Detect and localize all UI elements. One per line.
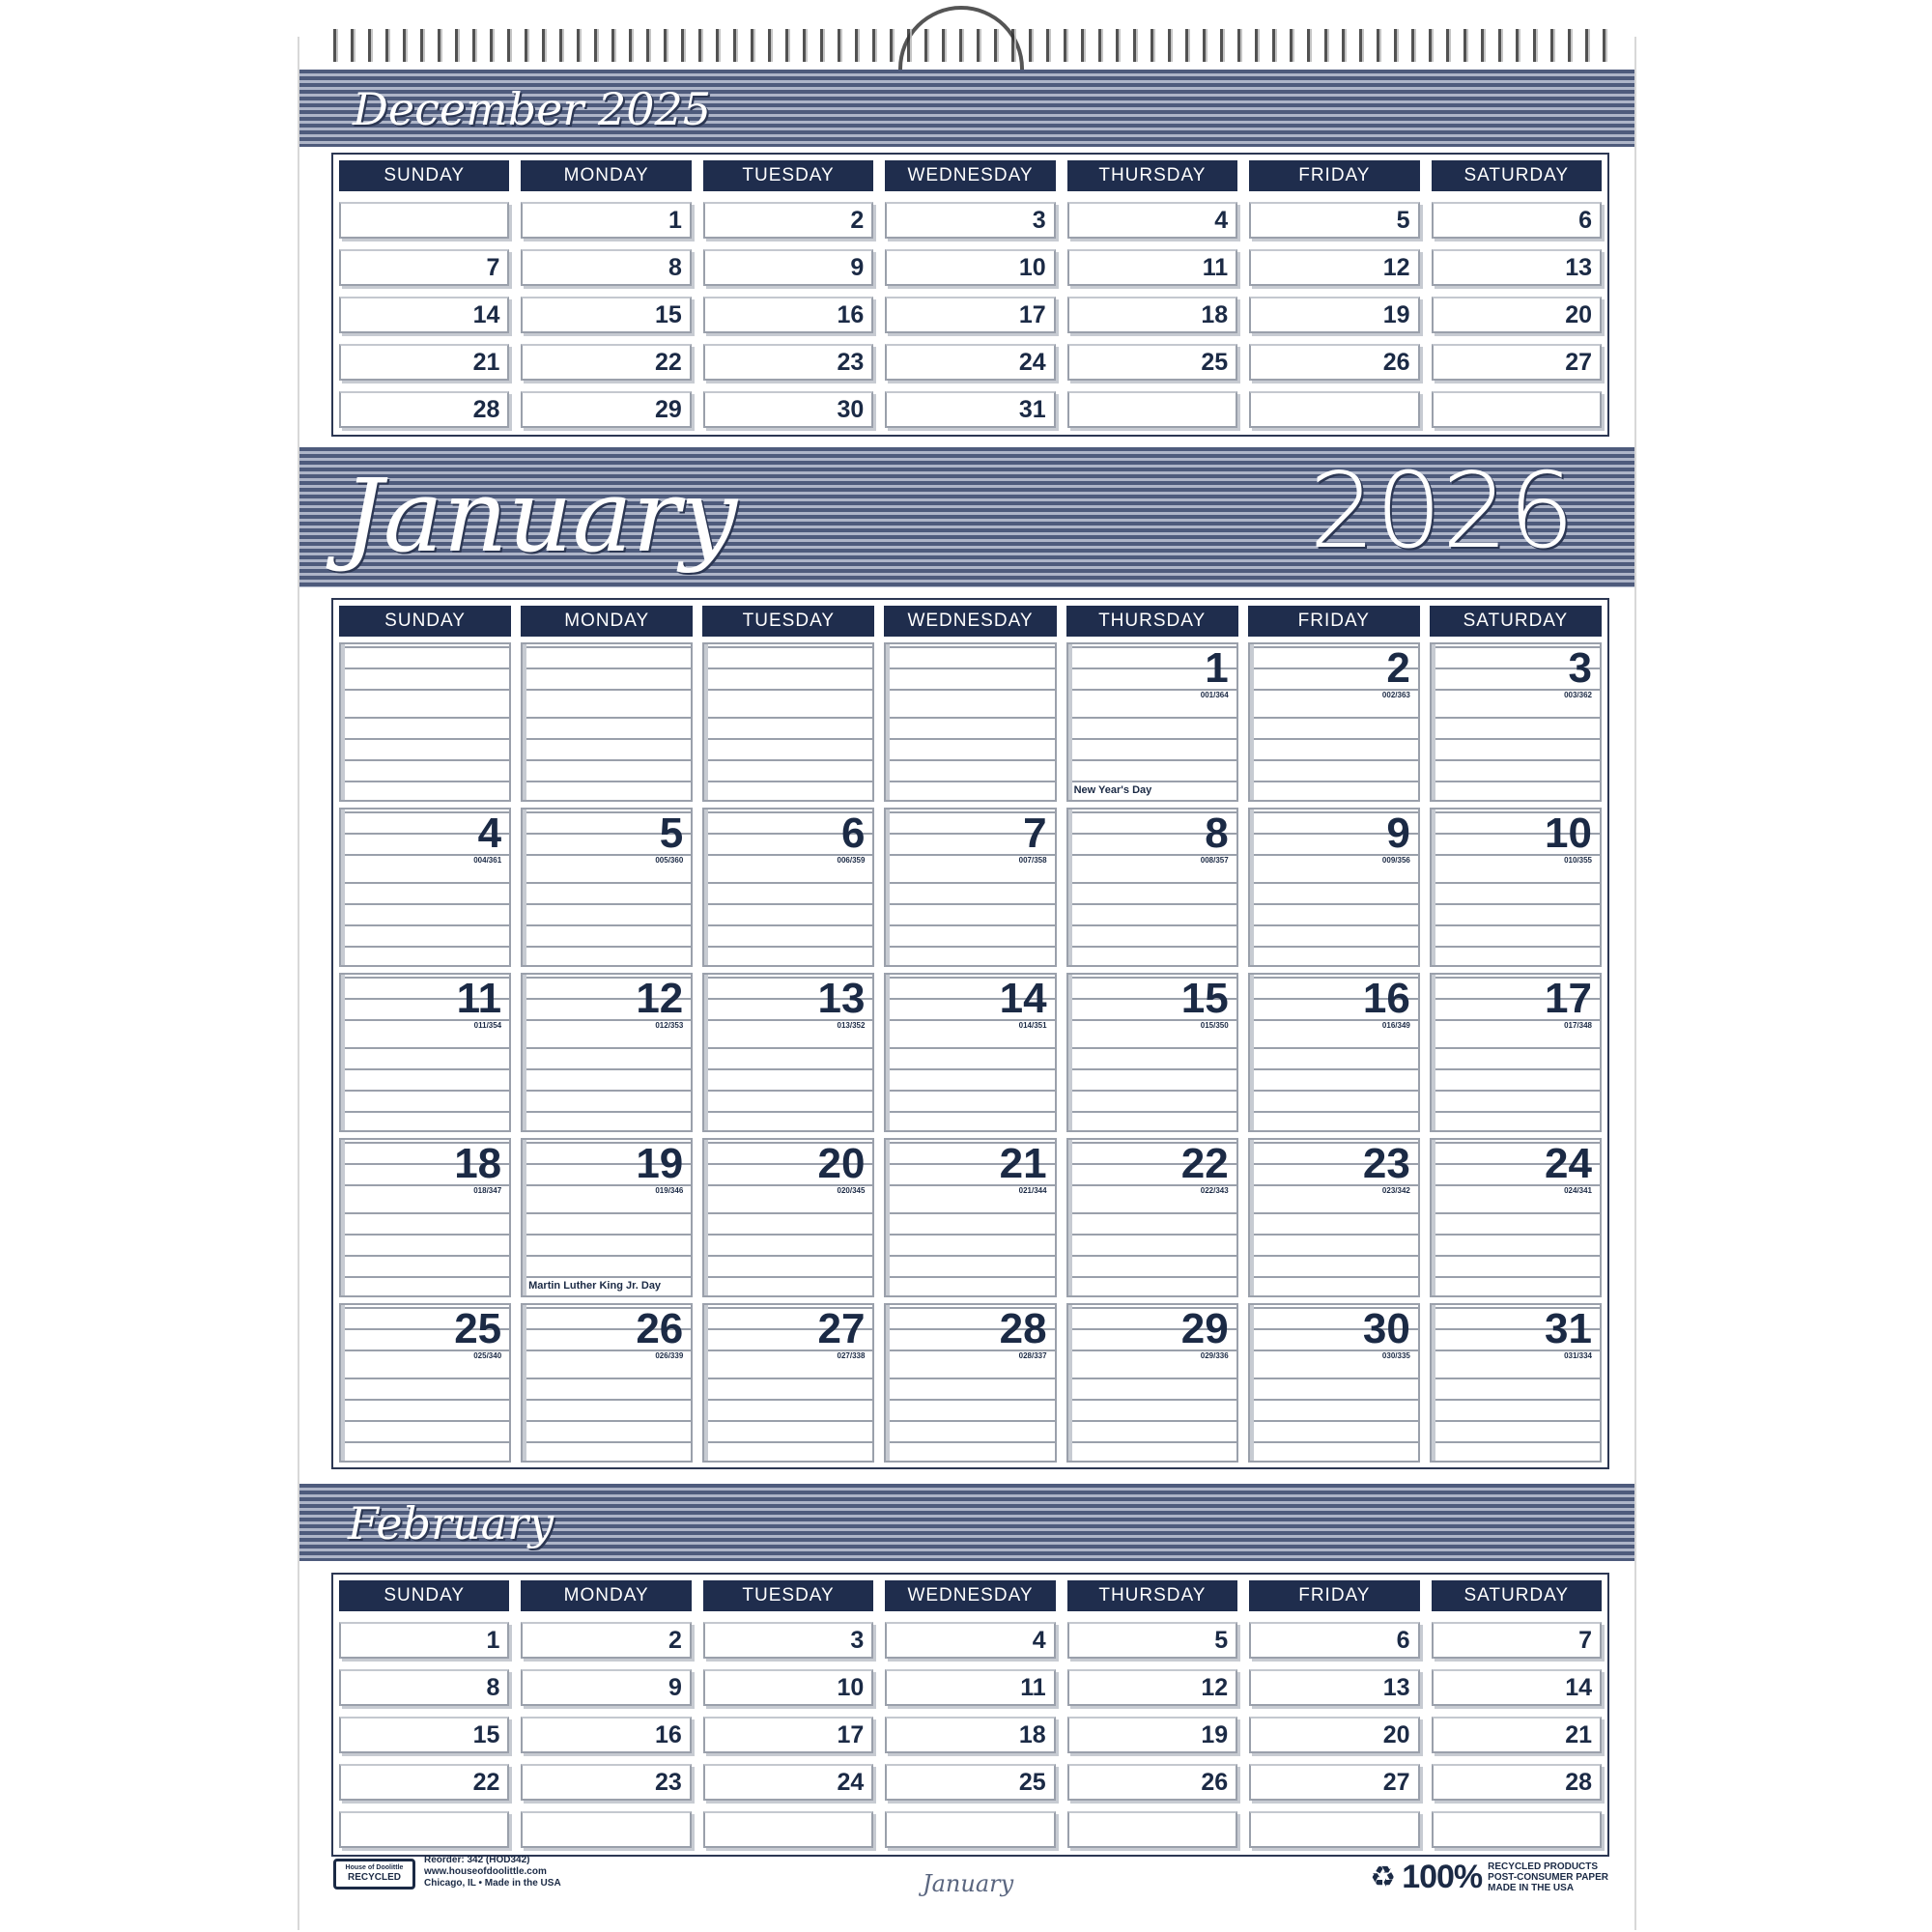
logo-brand-text: House of Doolittle xyxy=(345,1864,404,1871)
day-cell[interactable] xyxy=(702,808,874,967)
day-cell[interactable] xyxy=(702,1303,874,1463)
day-number: 27 xyxy=(817,1305,866,1352)
spiral-binding xyxy=(333,29,1608,62)
day-cell: 26 xyxy=(1067,1764,1237,1801)
day-cell: 6 xyxy=(1432,202,1602,239)
day-number: 30 xyxy=(1362,1305,1410,1352)
current-month-day-headers xyxy=(339,606,1602,637)
holiday-label: New Year's Day xyxy=(1074,784,1156,796)
day-cell: 23 xyxy=(521,1764,691,1801)
current-month-grid xyxy=(331,598,1609,1469)
day-header: THURSDAY xyxy=(1067,160,1237,191)
day-number: 23 xyxy=(1362,1140,1410,1187)
prev-month-days xyxy=(339,191,1602,428)
day-of-year: 029/336 xyxy=(1200,1351,1229,1360)
day-cell: 28 xyxy=(339,391,509,428)
day-header: MONDAY xyxy=(521,160,691,191)
location-text: Chicago, IL • Made in the USA xyxy=(424,1878,561,1889)
day-cell[interactable] xyxy=(1248,642,1420,802)
day-cell: 12 xyxy=(1249,249,1419,286)
day-cell: 19 xyxy=(1067,1717,1237,1753)
day-header: SUNDAY xyxy=(339,160,509,191)
day-cell[interactable] xyxy=(884,808,1056,967)
day-cell xyxy=(1432,391,1602,428)
day-cell[interactable] xyxy=(521,973,693,1132)
day-cell xyxy=(1249,1811,1419,1848)
day-cell xyxy=(521,1811,691,1848)
day-cell[interactable] xyxy=(1430,1138,1602,1297)
day-cell: 5 xyxy=(1249,202,1419,239)
logo-recycled-text: RECYCLED xyxy=(347,1872,401,1883)
day-cell: 1 xyxy=(339,1622,509,1659)
current-month-days xyxy=(339,637,1602,1463)
day-of-year: 026/339 xyxy=(655,1351,684,1360)
day-cell[interactable] xyxy=(339,973,511,1132)
day-cell xyxy=(1067,1811,1237,1848)
day-of-year: 024/341 xyxy=(1564,1186,1592,1195)
day-cell: 3 xyxy=(885,202,1055,239)
day-header: TUESDAY xyxy=(702,606,874,637)
day-cell: 19 xyxy=(1249,297,1419,333)
day-cell: 28 xyxy=(1432,1764,1602,1801)
day-cell: 24 xyxy=(885,344,1055,381)
day-cell[interactable] xyxy=(1248,808,1420,967)
day-number: 21 xyxy=(999,1140,1047,1187)
day-header: FRIDAY xyxy=(1249,160,1419,191)
day-cell: 14 xyxy=(339,297,509,333)
footer-month: January xyxy=(923,1870,1014,1897)
day-number: 17 xyxy=(1545,975,1592,1022)
day-number: 19 xyxy=(636,1140,684,1187)
day-number: 29 xyxy=(1180,1305,1229,1352)
day-cell[interactable] xyxy=(339,1303,511,1463)
day-number: 1 xyxy=(1205,644,1229,692)
day-cell: 9 xyxy=(521,1669,691,1706)
day-cell[interactable] xyxy=(521,1138,693,1297)
day-number: 24 xyxy=(1545,1140,1592,1187)
day-number: 12 xyxy=(636,975,684,1022)
day-header: SATURDAY xyxy=(1432,1580,1602,1611)
day-cell xyxy=(703,1811,873,1848)
day-number: 2 xyxy=(1386,644,1410,692)
day-cell: 11 xyxy=(885,1669,1055,1706)
website-text: www.houseofdoolittle.com xyxy=(424,1866,547,1877)
day-cell[interactable] xyxy=(1066,973,1238,1132)
day-of-year: 023/342 xyxy=(1381,1186,1410,1195)
day-cell: 8 xyxy=(339,1669,509,1706)
day-cell[interactable] xyxy=(884,973,1056,1132)
day-cell[interactable] xyxy=(1248,973,1420,1132)
prev-month-title: December 2025 xyxy=(353,83,712,135)
day-cell xyxy=(339,1811,509,1848)
day-number: 25 xyxy=(454,1305,502,1352)
day-of-year: 008/357 xyxy=(1200,856,1229,865)
day-header: SUNDAY xyxy=(339,606,511,637)
day-of-year: 005/360 xyxy=(655,856,684,865)
day-cell xyxy=(1249,391,1419,428)
day-header: MONDAY xyxy=(521,606,693,637)
day-number: 10 xyxy=(1545,810,1592,857)
recycled-line: RECYCLED PRODUCTS xyxy=(1488,1861,1599,1872)
day-cell: 12 xyxy=(1067,1669,1237,1706)
day-cell xyxy=(1067,391,1237,428)
day-cell: 26 xyxy=(1249,344,1419,381)
day-cell: 18 xyxy=(1067,297,1237,333)
next-month-day-headers xyxy=(339,1580,1602,1611)
day-number: 3 xyxy=(1568,644,1592,692)
day-cell[interactable] xyxy=(1248,1138,1420,1297)
recycled-line: MADE IN THE USA xyxy=(1488,1883,1575,1893)
day-number: 31 xyxy=(1545,1305,1592,1352)
next-month-grid xyxy=(331,1573,1609,1857)
day-of-year: 013/352 xyxy=(837,1021,866,1030)
recycle-icon: ♻ xyxy=(1370,1861,1397,1893)
day-cell[interactable] xyxy=(1066,808,1238,967)
day-header: FRIDAY xyxy=(1248,606,1420,637)
day-of-year: 010/355 xyxy=(1564,856,1592,865)
day-number: 11 xyxy=(456,975,502,1022)
day-header: SATURDAY xyxy=(1430,606,1602,637)
recycled-text xyxy=(1488,1861,1608,1893)
day-cell: 27 xyxy=(1249,1764,1419,1801)
day-of-year: 020/345 xyxy=(837,1186,866,1195)
day-header: FRIDAY xyxy=(1249,1580,1419,1611)
prev-month-band xyxy=(299,70,1634,147)
day-of-year: 014/351 xyxy=(1018,1021,1047,1030)
day-of-year: 031/334 xyxy=(1564,1351,1592,1360)
day-cell: 1 xyxy=(521,202,691,239)
day-of-year: 015/350 xyxy=(1200,1021,1229,1030)
calendar-footer xyxy=(333,1855,1608,1898)
day-of-year: 006/359 xyxy=(837,856,866,865)
day-cell[interactable] xyxy=(702,1138,874,1297)
day-cell: 2 xyxy=(521,1622,691,1659)
current-month-name: January xyxy=(343,457,738,575)
day-cell: 20 xyxy=(1432,297,1602,333)
day-of-year: 004/361 xyxy=(473,856,502,865)
day-cell[interactable] xyxy=(521,1303,693,1463)
day-header: TUESDAY xyxy=(703,1580,873,1611)
day-of-year: 028/337 xyxy=(1018,1351,1047,1360)
day-number: 26 xyxy=(636,1305,684,1352)
day-cell[interactable] xyxy=(884,1138,1056,1297)
day-header: THURSDAY xyxy=(1067,1580,1237,1611)
day-cell: 2 xyxy=(703,202,873,239)
day-of-year: 027/338 xyxy=(837,1351,866,1360)
day-cell xyxy=(885,1811,1055,1848)
day-of-year: 012/353 xyxy=(655,1021,684,1030)
day-number: 5 xyxy=(659,810,684,857)
day-cell: 9 xyxy=(703,249,873,286)
day-header: SATURDAY xyxy=(1432,160,1602,191)
current-month-year: 2026 xyxy=(1309,451,1575,572)
day-cell: 23 xyxy=(703,344,873,381)
day-header: WEDNESDAY xyxy=(885,1580,1055,1611)
day-cell: 30 xyxy=(703,391,873,428)
day-number: 8 xyxy=(1205,810,1229,857)
day-header: WEDNESDAY xyxy=(884,606,1056,637)
day-cell: 13 xyxy=(1432,249,1602,286)
next-month-title: February xyxy=(348,1497,554,1549)
day-of-year: 018/347 xyxy=(473,1186,502,1195)
day-cell: 5 xyxy=(1067,1622,1237,1659)
day-cell[interactable] xyxy=(1430,642,1602,802)
day-of-year: 022/343 xyxy=(1200,1186,1229,1195)
day-cell: 4 xyxy=(1067,202,1237,239)
day-number: 20 xyxy=(817,1140,866,1187)
day-cell[interactable] xyxy=(1066,1303,1238,1463)
day-cell xyxy=(339,202,509,239)
day-cell[interactable] xyxy=(339,642,511,802)
day-cell: 21 xyxy=(339,344,509,381)
day-cell[interactable] xyxy=(702,973,874,1132)
day-cell[interactable] xyxy=(1248,1303,1420,1463)
prev-month-day-headers xyxy=(339,160,1602,191)
day-number: 18 xyxy=(454,1140,502,1187)
day-cell: 3 xyxy=(703,1622,873,1659)
day-number: 9 xyxy=(1386,810,1410,857)
day-number: 16 xyxy=(1362,975,1410,1022)
day-of-year: 025/340 xyxy=(473,1351,502,1360)
next-month-days xyxy=(339,1611,1602,1848)
day-number: 4 xyxy=(477,810,502,857)
recycled-percent: 100% xyxy=(1402,1859,1483,1895)
day-cell: 31 xyxy=(885,391,1055,428)
day-number: 22 xyxy=(1180,1140,1229,1187)
day-cell[interactable] xyxy=(1430,1303,1602,1463)
day-of-year: 007/358 xyxy=(1018,856,1047,865)
day-of-year: 019/346 xyxy=(655,1186,684,1195)
day-cell: 21 xyxy=(1432,1717,1602,1753)
day-header: THURSDAY xyxy=(1066,606,1238,637)
day-cell: 11 xyxy=(1067,249,1237,286)
day-of-year: 002/363 xyxy=(1381,691,1410,699)
day-header: TUESDAY xyxy=(703,160,873,191)
day-of-year: 003/362 xyxy=(1564,691,1592,699)
day-cell[interactable] xyxy=(1430,973,1602,1132)
day-cell: 6 xyxy=(1249,1622,1419,1659)
day-number: 28 xyxy=(999,1305,1047,1352)
day-cell[interactable] xyxy=(884,642,1056,802)
day-cell: 18 xyxy=(885,1717,1055,1753)
day-of-year: 017/348 xyxy=(1564,1021,1592,1030)
day-cell: 20 xyxy=(1249,1717,1419,1753)
day-cell[interactable] xyxy=(1066,1138,1238,1297)
day-cell[interactable] xyxy=(884,1303,1056,1463)
day-cell: 14 xyxy=(1432,1669,1602,1706)
day-number: 7 xyxy=(1023,810,1047,857)
day-of-year: 016/349 xyxy=(1381,1021,1410,1030)
day-cell[interactable] xyxy=(1430,808,1602,967)
holiday-label: Martin Luther King Jr. Day xyxy=(528,1280,665,1292)
day-number: 15 xyxy=(1180,975,1229,1022)
day-header: SUNDAY xyxy=(339,1580,509,1611)
day-cell xyxy=(1432,1811,1602,1848)
day-header: MONDAY xyxy=(521,1580,691,1611)
day-cell[interactable] xyxy=(339,1138,511,1297)
recycled-badge xyxy=(1370,1859,1608,1896)
day-cell[interactable] xyxy=(339,808,511,967)
current-month-band xyxy=(299,447,1634,587)
day-cell: 10 xyxy=(885,249,1055,286)
day-cell: 24 xyxy=(703,1764,873,1801)
day-number: 6 xyxy=(840,810,866,857)
day-cell: 17 xyxy=(703,1717,873,1753)
day-cell: 17 xyxy=(885,297,1055,333)
day-of-year: 021/344 xyxy=(1018,1186,1047,1195)
day-of-year: 030/335 xyxy=(1381,1351,1410,1360)
day-number: 13 xyxy=(817,975,866,1022)
day-cell[interactable] xyxy=(521,642,693,802)
day-cell: 15 xyxy=(521,297,691,333)
day-number: 14 xyxy=(999,975,1047,1022)
day-cell: 22 xyxy=(339,1764,509,1801)
day-header: WEDNESDAY xyxy=(885,160,1055,191)
prev-month-grid xyxy=(331,153,1609,437)
day-cell: 25 xyxy=(885,1764,1055,1801)
day-cell: 16 xyxy=(703,297,873,333)
day-cell: 13 xyxy=(1249,1669,1419,1706)
day-cell: 8 xyxy=(521,249,691,286)
day-cell[interactable] xyxy=(521,808,693,967)
day-cell: 4 xyxy=(885,1622,1055,1659)
day-cell: 16 xyxy=(521,1717,691,1753)
day-cell: 27 xyxy=(1432,344,1602,381)
day-of-year: 009/356 xyxy=(1381,856,1410,865)
reorder-info xyxy=(424,1855,561,1889)
reorder-number: Reorder: 342 (HOD342) xyxy=(424,1855,530,1865)
day-cell: 7 xyxy=(1432,1622,1602,1659)
day-cell[interactable] xyxy=(702,642,874,802)
day-cell[interactable] xyxy=(1066,642,1238,802)
day-of-year: 011/354 xyxy=(473,1021,502,1030)
day-cell: 25 xyxy=(1067,344,1237,381)
day-cell: 29 xyxy=(521,391,691,428)
day-cell: 7 xyxy=(339,249,509,286)
recycled-line: POST-CONSUMER PAPER xyxy=(1488,1872,1608,1883)
day-of-year: 001/364 xyxy=(1200,691,1229,699)
brand-logo xyxy=(333,1859,415,1889)
day-cell: 10 xyxy=(703,1669,873,1706)
day-cell: 22 xyxy=(521,344,691,381)
next-month-band xyxy=(299,1484,1634,1561)
day-cell: 15 xyxy=(339,1717,509,1753)
